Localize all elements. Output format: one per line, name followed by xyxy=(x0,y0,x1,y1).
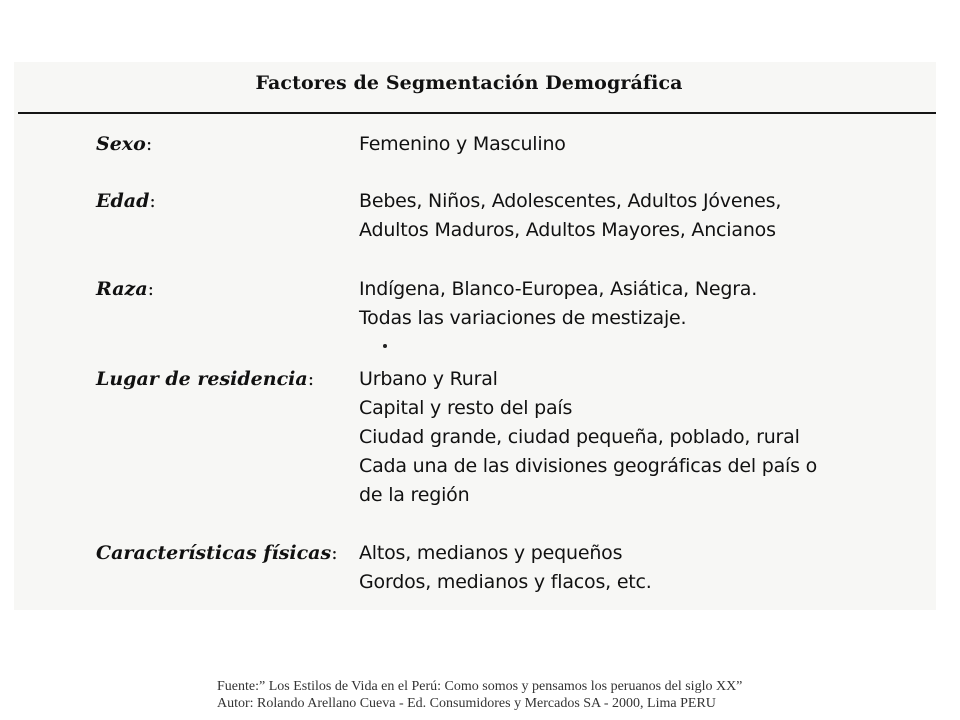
factor-label-name: Edad xyxy=(96,190,150,212)
factor-value-line: Cada una de las divisiones geográficas del país o xyxy=(359,455,818,477)
factor-label xyxy=(96,130,152,159)
factor-value-line: de la región xyxy=(359,484,470,506)
factor-label xyxy=(96,539,338,568)
factor-value-line: Femenino y Masculino xyxy=(359,133,566,155)
factor-label xyxy=(96,365,314,394)
factor-values xyxy=(359,539,652,597)
scan-speck xyxy=(383,344,387,348)
factor-values xyxy=(359,275,757,333)
factor-value-line: Indígena, Blanco-Europea, Asiática, Negra. xyxy=(359,278,758,300)
footer-author-line: Autor: Rolando Arellano Cueva - Ed. Consumidores y Mercados SA - 2000, Lima PERU xyxy=(217,696,716,711)
document-title: Factores de Segmentación Demográfica xyxy=(255,72,683,94)
factor-label xyxy=(96,275,154,304)
source-footer xyxy=(217,678,742,712)
factor-label-name: Raza xyxy=(96,278,148,300)
factor-values xyxy=(359,130,566,159)
factor-value-line: Gordos, medianos y flacos, etc. xyxy=(359,571,652,593)
factor-value-line: Urbano y Rural xyxy=(359,368,498,390)
factor-label-name: Características físicas xyxy=(96,542,332,564)
factor-value-line: Todas las variaciones de mestizaje. xyxy=(359,307,687,329)
factor-label-name: Sexo xyxy=(96,133,146,155)
factor-label-separator: : xyxy=(149,190,156,212)
factor-label-name: Lugar de residencia xyxy=(96,368,308,390)
factor-value-line: Altos, medianos y pequeños xyxy=(359,542,623,564)
title-divider xyxy=(18,112,936,114)
factor-label-separator: : xyxy=(331,542,338,564)
factor-values xyxy=(359,187,781,245)
factor-value-line: Ciudad grande, ciudad pequeña, poblado, rural xyxy=(359,426,800,448)
footer-source-line: Fuente:” Los Estilos de Vida en el Perú: Como somos y pensamos los peruanos del siglo XX” xyxy=(217,679,743,694)
factor-value-line: Bebes, Niños, Adolescentes, Adultos Jóvenes, xyxy=(359,190,782,212)
factor-label xyxy=(96,187,156,216)
factor-label-separator: : xyxy=(147,278,155,300)
factor-value-line: Capital y resto del país xyxy=(359,397,573,419)
factor-value-line: Adultos Maduros, Adultos Mayores, Ancianos xyxy=(359,219,776,241)
factor-values xyxy=(359,365,817,510)
factor-label-separator: : xyxy=(145,133,153,155)
factor-label-separator: : xyxy=(307,368,315,390)
